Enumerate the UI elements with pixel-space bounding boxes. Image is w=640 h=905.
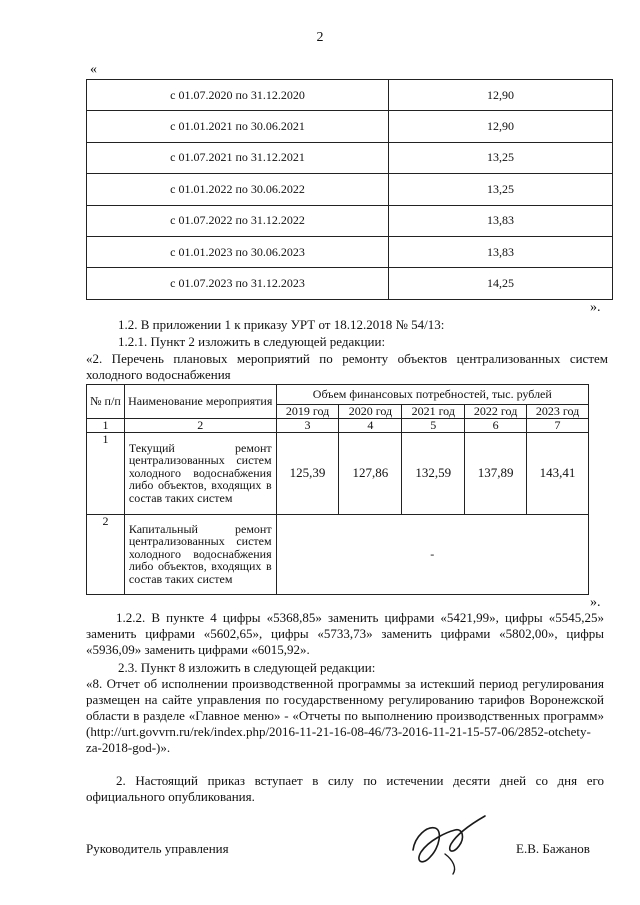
period-cell: с 01.01.2021 по 30.06.2021 — [87, 111, 389, 142]
rates-table — [86, 79, 613, 300]
year-header: 2021 год — [402, 405, 465, 419]
close-quote: ». — [590, 595, 601, 610]
signer-name: Е.В. Бажанов — [516, 841, 590, 856]
section-title: «2. Перечень плановых мероприятий по ремонту объектов централизованных систем холодного водоснабжения — [86, 351, 608, 382]
rate-cell: 13,25 — [389, 174, 613, 205]
open-quote: « — [90, 62, 97, 77]
signer-position: Руководитель управления — [86, 841, 229, 856]
rate-cell: 13,83 — [389, 205, 613, 236]
rate-cell: 13,25 — [389, 142, 613, 173]
rate-cell: 12,90 — [389, 80, 613, 111]
table-row — [87, 174, 613, 205]
item-final: 2. Настоящий приказ вступает в силу по истечении десяти дней со дня его официального опубликования. — [86, 773, 604, 804]
period-cell: с 01.07.2020 по 31.12.2020 — [87, 80, 389, 111]
row-num: 2 — [87, 514, 125, 594]
period-cell: с 01.01.2022 по 30.06.2022 — [87, 174, 389, 205]
item-2-3: 2.3. Пункт 8 изложить в следующей редакции: — [118, 660, 376, 675]
table-row — [87, 236, 613, 267]
item-1-2-2: 1.2.2. В пункте 4 цифры «5368,85» заменить цифрами «5421,99», цифры «5545,25» заменить цифрами «5602,65», цифры «5733,73» заменить цифрами «5802,00», цифры «5936,09» заменить цифрами «6015,92». — [86, 610, 604, 657]
period-cell: с 01.07.2023 по 31.12.2023 — [87, 268, 389, 299]
year-header: 2023 год — [527, 405, 589, 419]
column-number: 6 — [465, 419, 527, 433]
year-header: 2022 год — [465, 405, 527, 419]
table-row — [87, 514, 589, 594]
period-cell: с 01.01.2023 по 30.06.2023 — [87, 236, 389, 267]
value-cell: 125,39 — [276, 432, 339, 514]
value-cell: 127,86 — [339, 432, 402, 514]
column-number: 7 — [527, 419, 589, 433]
header-group: Объем финансовых потребностей, тыс. рублей — [276, 385, 588, 405]
plan-table — [86, 384, 589, 595]
year-header: 2020 год — [339, 405, 402, 419]
table-row — [87, 268, 613, 299]
column-number: 2 — [124, 419, 276, 433]
table-row — [87, 205, 613, 236]
column-number: 3 — [276, 419, 339, 433]
page-number: 2 — [316, 30, 324, 45]
period-cell: с 01.07.2022 по 31.12.2022 — [87, 205, 389, 236]
close-quote: ». — [590, 300, 601, 315]
item-1-2-1: 1.2.1. Пункт 2 изложить в следующей редакции: — [118, 334, 386, 349]
signature-image — [405, 808, 497, 878]
empty-value-cell: - — [276, 514, 588, 594]
value-cell: 137,89 — [465, 432, 527, 514]
rate-cell: 12,90 — [389, 111, 613, 142]
period-cell: с 01.07.2021 по 31.12.2021 — [87, 142, 389, 173]
table-row — [87, 80, 613, 111]
row-num: 1 — [87, 432, 125, 514]
header-name: Наименование мероприятия — [124, 385, 276, 419]
item-1-2: 1.2. В приложении 1 к приказу УРТ от 18.12.2018 № 54/13: — [118, 317, 445, 332]
measure-name: Текущий ремонт централизованных систем холодного водоснабжения либо объектов, входящих в состав таких систем — [124, 432, 276, 514]
year-header: 2019 год — [276, 405, 339, 419]
item-8: «8. Отчет об исполнении производственной программы за истекший период регулирования размещен на сайте управления по государственному регулированию тарифов Воронежской области в разделе «Главное меню» - «Отчеты по выполнению производственных программ» (http://urt.govvrn.ru/rek/index.php/2016-11-21-16-08-46/73-2016-11-21-15-57-06/2852-otchety-za-2018-god-)». — [86, 676, 604, 755]
measure-name: Капитальный ремонт централизованных систем холодного водоснабжения либо объектов, входящих в состав таких систем — [124, 514, 276, 594]
rate-cell: 14,25 — [389, 268, 613, 299]
table-row — [87, 432, 589, 514]
column-number: 5 — [402, 419, 465, 433]
table-row — [87, 142, 613, 173]
rate-cell: 13,83 — [389, 236, 613, 267]
column-number: 1 — [87, 419, 125, 433]
value-cell: 143,41 — [527, 432, 589, 514]
header-num: № п/п — [87, 385, 125, 419]
value-cell: 132,59 — [402, 432, 465, 514]
table-row — [87, 111, 613, 142]
column-number: 4 — [339, 419, 402, 433]
